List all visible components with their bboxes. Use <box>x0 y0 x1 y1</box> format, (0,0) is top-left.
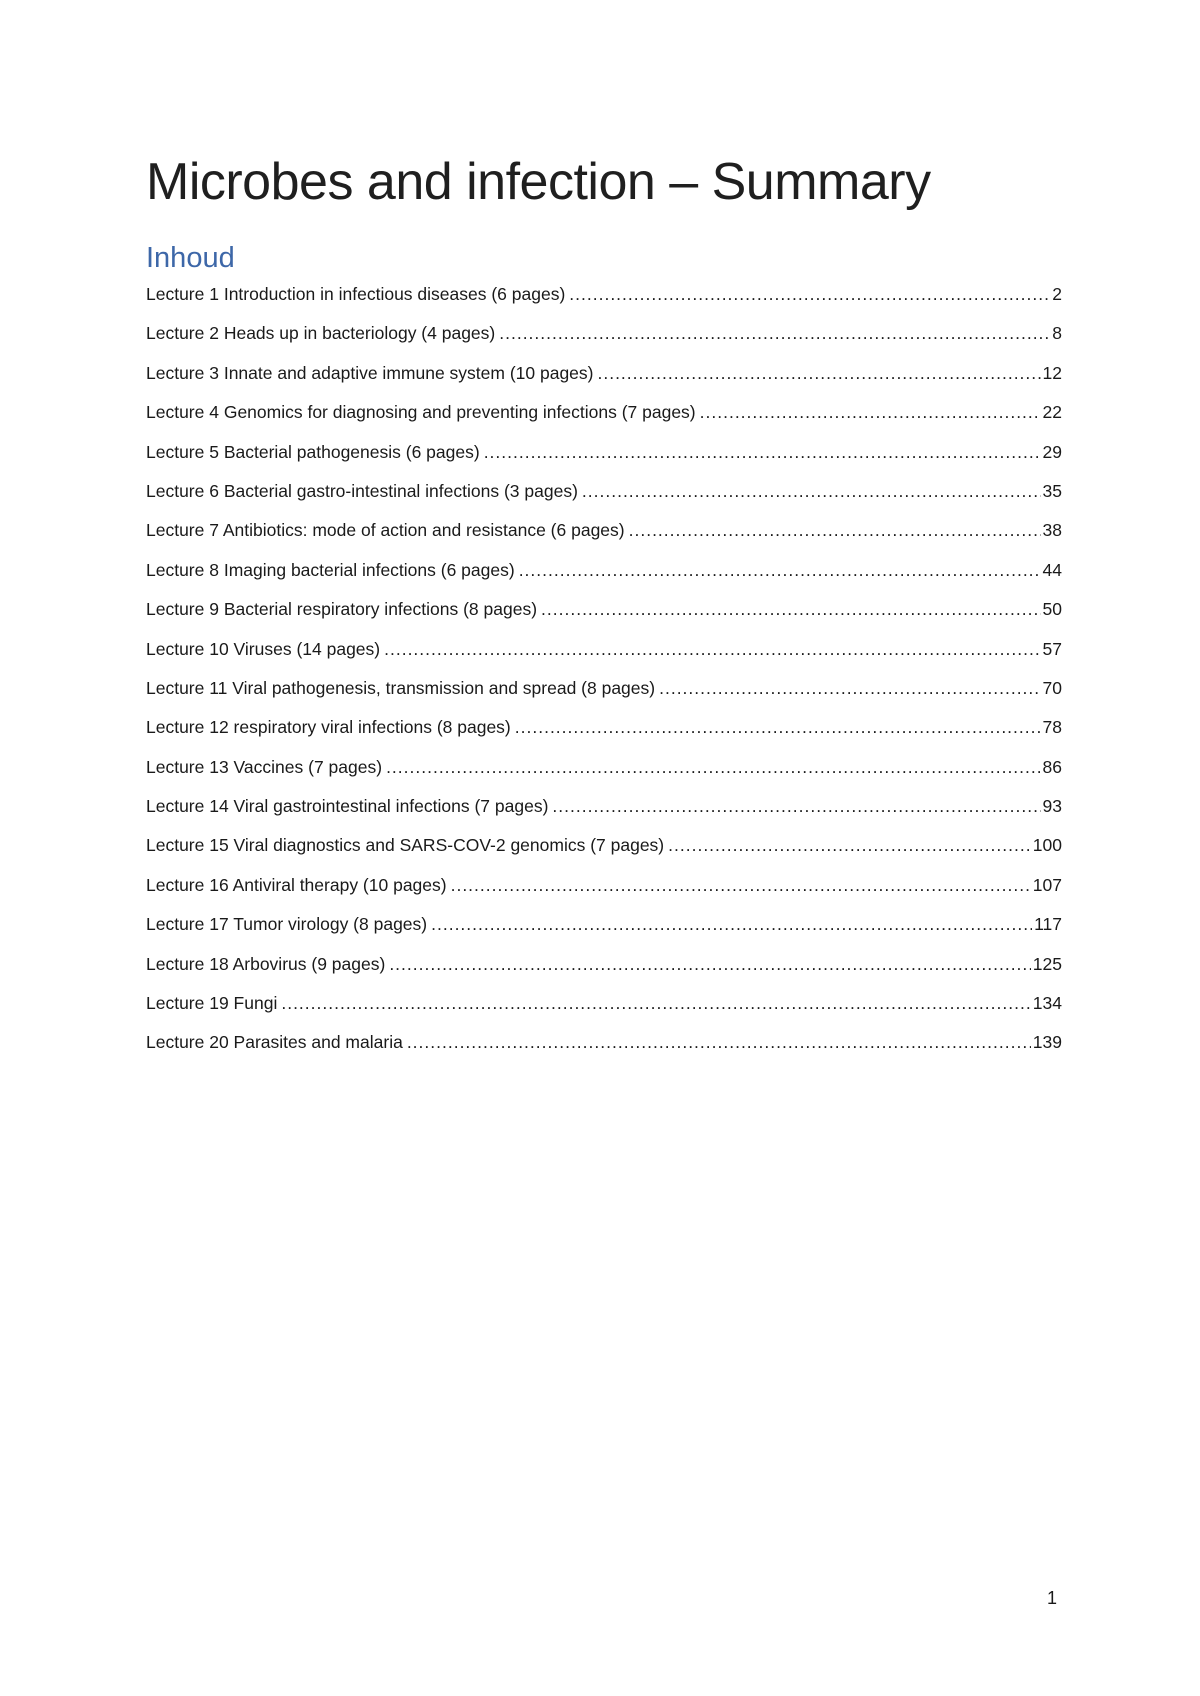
toc-entry[interactable] <box>146 1030 1062 1069</box>
toc-dot-leader <box>384 637 1040 661</box>
toc-entry-title: Lecture 20 Parasites and malaria <box>146 1032 403 1053</box>
toc-entry-page: 139 <box>1032 1032 1062 1053</box>
toc-dot-leader <box>515 715 1041 739</box>
toc-entry[interactable] <box>146 518 1062 557</box>
toc-entry[interactable] <box>146 794 1062 833</box>
toc-heading: Inhoud <box>146 242 235 274</box>
toc-entry-page: 29 <box>1042 441 1062 462</box>
page-number: 1 <box>1047 1588 1058 1608</box>
toc-dot-leader <box>659 676 1040 700</box>
toc-entry-page: 134 <box>1032 993 1062 1014</box>
toc-entry[interactable] <box>146 755 1062 794</box>
toc-entry-title: Lecture 15 Viral diagnostics and SARS-COV-2 genomics (7 pages) <box>146 835 665 856</box>
toc-entry[interactable] <box>146 912 1062 951</box>
toc-entry-title: Lecture 10 Viruses (14 pages) <box>146 638 381 659</box>
toc-entry-page: 93 <box>1042 796 1062 817</box>
toc-dot-leader <box>582 479 1041 503</box>
toc-entry-title: Lecture 12 respiratory viral infections (8 pages) <box>146 717 511 738</box>
toc-entry[interactable] <box>146 479 1062 518</box>
toc-entry-page: 57 <box>1042 638 1062 659</box>
toc-entry[interactable] <box>146 361 1062 400</box>
toc-entry-page: 22 <box>1042 402 1062 423</box>
toc-entry-page: 100 <box>1032 835 1062 856</box>
toc-dot-leader <box>451 873 1031 897</box>
toc-entry-page: 78 <box>1042 717 1062 738</box>
toc-entry-title: Lecture 3 Innate and adaptive immune system (10 pages) <box>146 362 594 383</box>
toc-entry-page: 35 <box>1042 480 1062 501</box>
toc-dot-leader <box>519 558 1041 582</box>
toc-entry[interactable] <box>146 952 1062 991</box>
toc-entry[interactable] <box>146 715 1062 754</box>
toc-dot-leader <box>629 518 1041 542</box>
document-title: Microbes and infection – Summary <box>146 153 931 211</box>
toc-dot-leader <box>569 282 1050 306</box>
toc-dot-leader <box>700 400 1041 424</box>
toc-entry-title: Lecture 11 Viral pathogenesis, transmission and spread (8 pages) <box>146 677 656 698</box>
toc-dot-leader <box>597 361 1040 385</box>
toc-entry-page: 117 <box>1034 914 1062 935</box>
toc-dot-leader <box>552 794 1040 818</box>
toc-dot-leader <box>499 321 1050 345</box>
toc-dot-leader <box>407 1030 1031 1054</box>
toc-dot-leader <box>386 755 1040 779</box>
toc-entry-title: Lecture 18 Arbovirus (9 pages) <box>146 953 386 974</box>
table-of-contents <box>146 282 1062 1070</box>
toc-entry-title: Lecture 8 Imaging bacterial infections (6 pages) <box>146 559 515 580</box>
toc-entry-page: 2 <box>1052 284 1062 304</box>
toc-entry-page: 70 <box>1042 677 1062 698</box>
toc-entry[interactable] <box>146 440 1062 479</box>
toc-entry-page: 8 <box>1052 323 1062 344</box>
toc-entry[interactable] <box>146 991 1062 1030</box>
toc-entry[interactable] <box>146 282 1062 321</box>
toc-dot-leader <box>541 597 1041 621</box>
toc-entry-title: Lecture 16 Antiviral therapy (10 pages) <box>146 874 447 895</box>
toc-entry-page: 125 <box>1032 953 1062 974</box>
toc-entry-title: Lecture 2 Heads up in bacteriology (4 pages) <box>146 323 496 344</box>
toc-dot-leader <box>668 833 1031 857</box>
toc-entry[interactable] <box>146 400 1062 439</box>
toc-entry-title: Lecture 19 Fungi <box>146 993 278 1014</box>
toc-entry[interactable] <box>146 637 1062 676</box>
toc-entry-title: Lecture 5 Bacterial pathogenesis (6 pages) <box>146 441 480 462</box>
toc-entry-page: 44 <box>1042 559 1062 580</box>
toc-entry-page: 50 <box>1042 599 1062 620</box>
toc-entry[interactable] <box>146 833 1062 872</box>
toc-entry-page: 107 <box>1032 874 1062 895</box>
toc-entry-title: Lecture 7 Antibiotics: mode of action and resistance (6 pages) <box>146 520 625 541</box>
toc-entry[interactable] <box>146 321 1062 360</box>
toc-entry[interactable] <box>146 597 1062 636</box>
toc-entry[interactable] <box>146 873 1062 912</box>
toc-entry-title: Lecture 14 Viral gastrointestinal infections (7 pages) <box>146 796 549 817</box>
toc-entry-page: 12 <box>1042 362 1062 383</box>
toc-dot-leader <box>389 952 1030 976</box>
toc-entry-page: 38 <box>1042 520 1062 541</box>
toc-entry-title: Lecture 1 Introduction in infectious diseases (6 pages) <box>146 284 566 304</box>
toc-entry-title: Lecture 6 Bacterial gastro-intestinal infections (3 pages) <box>146 480 578 501</box>
toc-dot-leader <box>281 991 1030 1015</box>
toc-entry-title: Lecture 4 Genomics for diagnosing and preventing infections (7 pages) <box>146 402 696 423</box>
toc-entry-page: 86 <box>1042 756 1062 777</box>
toc-dot-leader <box>431 912 1032 936</box>
toc-dot-leader <box>484 440 1041 464</box>
toc-entry-title: Lecture 9 Bacterial respiratory infections (8 pages) <box>146 599 538 620</box>
toc-entry-title: Lecture 17 Tumor virology (8 pages) <box>146 914 428 935</box>
toc-entry[interactable] <box>146 676 1062 715</box>
toc-entry-title: Lecture 13 Vaccines (7 pages) <box>146 756 383 777</box>
toc-entry[interactable] <box>146 558 1062 597</box>
